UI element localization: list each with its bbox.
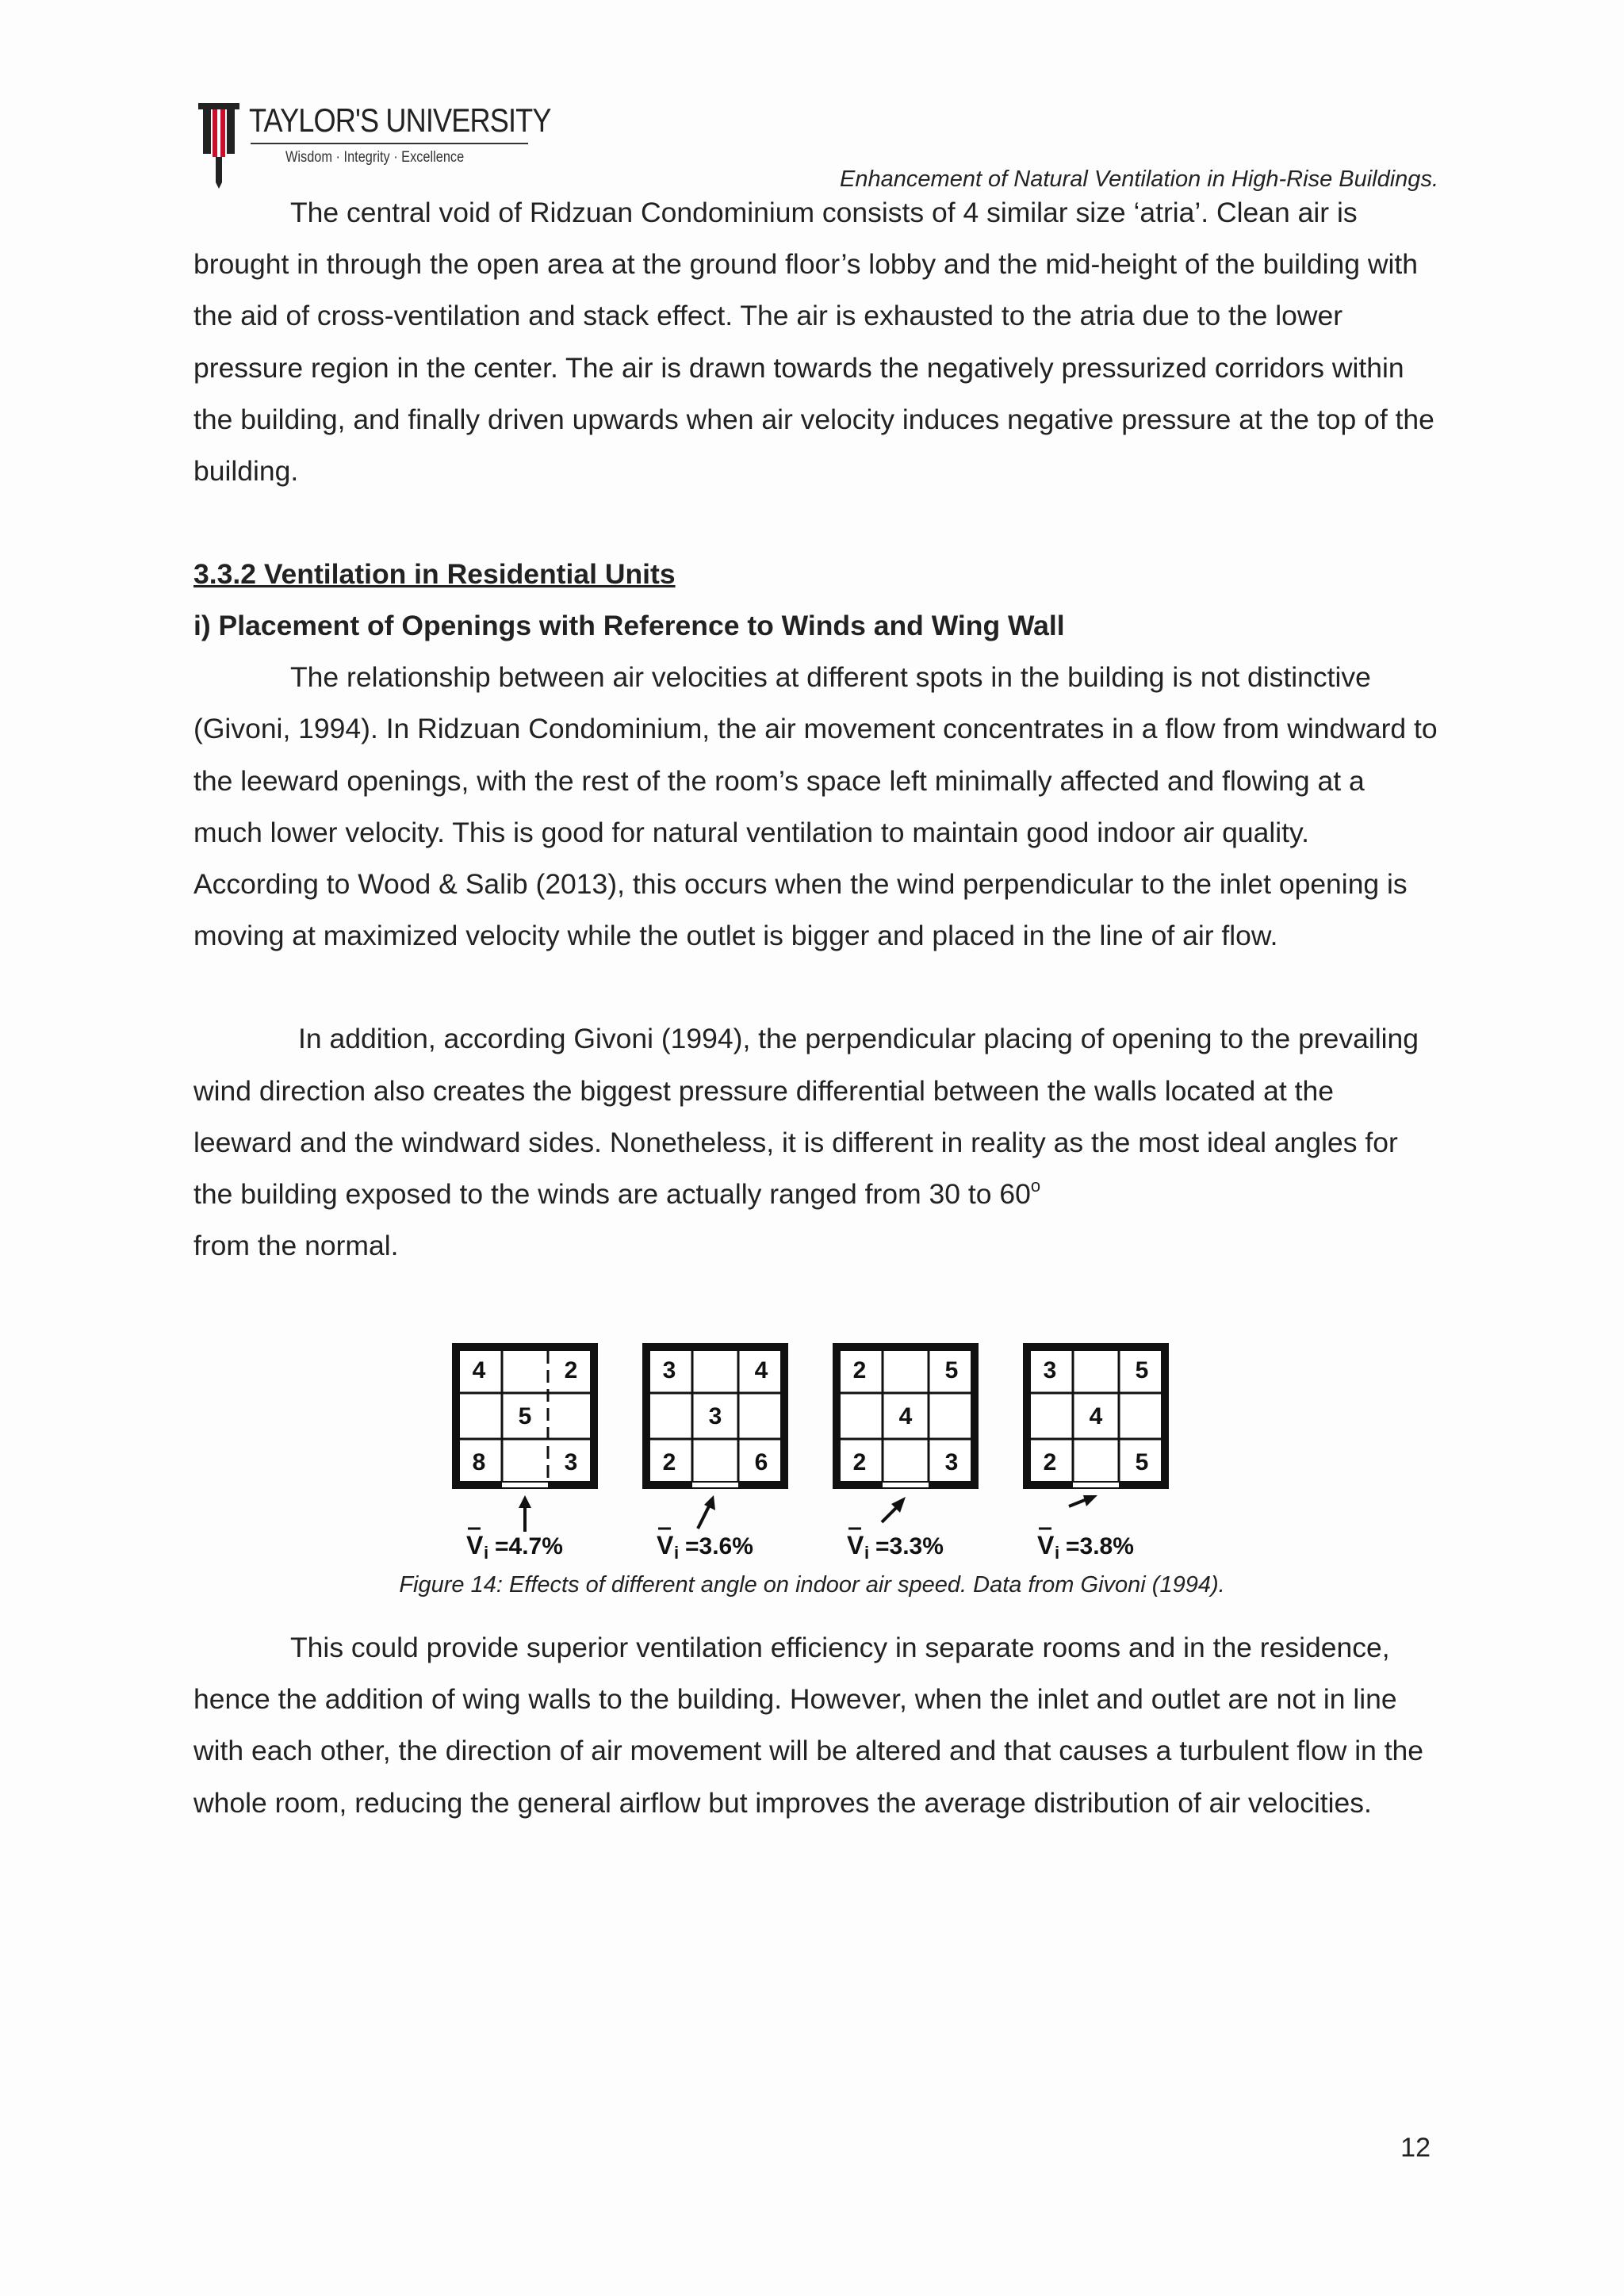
v-val-2: =3.6% bbox=[685, 1533, 753, 1559]
page-number: 12 bbox=[1400, 2133, 1431, 2163]
d4-c0: 3 bbox=[1043, 1357, 1057, 1383]
logo-rule bbox=[251, 143, 528, 144]
d3-c6: 2 bbox=[852, 1449, 867, 1475]
d3-c0: 2 bbox=[852, 1357, 867, 1383]
figure-14-diagrams bbox=[449, 1340, 1178, 1562]
d2-c4: 3 bbox=[708, 1403, 722, 1429]
d3-c4: 4 bbox=[898, 1403, 913, 1429]
velocity-label-2 bbox=[657, 1529, 753, 1562]
paragraph-air-velocities: The relationship between air velocities at different spots in the building is not distinctive (Givoni, 1994). In Ridzuan Condominium, the air movement concentrates in a flow from windward to the leeward openings, with the rest of the room’s space left minimally affected and flowing at a much lower velocity. This is good for natural ventilation to maintain good indoor air quality. According to Wood & Salib (2013), this occurs when the wind perpendicular to the inlet opening is moving at maximized velocity while the outlet is bigger and placed in the line of air flow. bbox=[193, 661, 1438, 952]
v-sym-2: V bbox=[657, 1531, 674, 1559]
v-sym-1: V bbox=[466, 1531, 484, 1559]
paragraph-wing-walls: This could provide superior ventilation efficiency in separate rooms and in the residence, hence the addition of wing walls to the building. However, when the inlet and outlet are not in line with each other, the direction of air movement will be altered and that causes a turbulent flow in the whole room, reducing the general airflow but improves the average distribution of air velocities. bbox=[193, 1632, 1424, 1819]
paragraph-wind-angles-end: from the normal. bbox=[193, 1230, 399, 1262]
v-sub-3: i bbox=[864, 1543, 870, 1562]
paragraph-wind-angles-text: In addition, according Givoni (1994), the perpendicular placing of opening to the prevailing wind direction also creates the biggest pressure differential between the walls located at the leeward and the windward sides. Nonetheless, it is different in reality as the most ideal angles for the building exposed to the winds are actually ranged from 30 to 60 bbox=[193, 1023, 1419, 1211]
d1-c4: 5 bbox=[518, 1403, 532, 1429]
d1-c0: 4 bbox=[472, 1357, 486, 1383]
d2-c2: 4 bbox=[754, 1357, 768, 1383]
v-sub-1: i bbox=[484, 1543, 489, 1562]
logo-emblem-icon bbox=[197, 103, 241, 189]
v-val-3: =3.3% bbox=[875, 1533, 944, 1559]
d4-c2: 5 bbox=[1135, 1357, 1149, 1383]
running-header-title: Enhancement of Natural Ventilation in High-Rise Buildings. bbox=[840, 166, 1438, 192]
d1-c8: 3 bbox=[564, 1449, 578, 1475]
figure-caption: Figure 14: Effects of different angle on indoor air speed. Data from Givoni (1994). bbox=[399, 1572, 1225, 1598]
figure-14-svg bbox=[449, 1340, 1178, 1562]
v-sym-3: V bbox=[847, 1531, 864, 1559]
degree-superscript: o bbox=[1030, 1176, 1041, 1196]
v-sub-4: i bbox=[1055, 1543, 1060, 1562]
paragraph-atria: The central void of Ridzuan Condominium consists of 4 similar size ‘atria’. Clean air is brought in through the open area at the ground floor’s lobby and the mid-height of the building with the aid of cross-ventilation and stack effect. The air is exhausted to the atria due to the lower pressure region in the center. The air is drawn towards the negatively pressurized corridors within the building, and finally driven upwards when air velocity induces negative pressure at the top of the building. bbox=[193, 197, 1434, 488]
d2-c6: 2 bbox=[662, 1449, 676, 1475]
logo-name: TAYLOR'S UNIVERSITY bbox=[249, 101, 551, 139]
d4-c4: 4 bbox=[1089, 1403, 1103, 1429]
v-sub-2: i bbox=[674, 1543, 680, 1562]
d1-c2: 2 bbox=[564, 1357, 578, 1383]
paragraph-wind-angles bbox=[193, 1013, 1438, 1272]
body-text-block-bottom bbox=[193, 1622, 1438, 1829]
d2-c0: 3 bbox=[662, 1357, 676, 1383]
v-val-1: =4.7% bbox=[495, 1533, 563, 1559]
d2-c8: 6 bbox=[754, 1449, 768, 1475]
d4-c6: 2 bbox=[1043, 1449, 1057, 1475]
d3-c2: 5 bbox=[944, 1357, 959, 1383]
logo-tagline: Wisdom · Integrity · Excellence bbox=[285, 149, 465, 166]
velocity-label-1 bbox=[466, 1529, 563, 1562]
body-text-block-top bbox=[193, 187, 1438, 1272]
d3-c8: 3 bbox=[944, 1449, 959, 1475]
velocity-label-4 bbox=[1037, 1529, 1134, 1562]
subsection-heading: i) Placement of Openings with Reference to Winds and Wing Wall bbox=[193, 610, 1065, 642]
v-val-4: =3.8% bbox=[1066, 1533, 1134, 1559]
velocity-label-3 bbox=[847, 1529, 944, 1562]
university-logo bbox=[197, 101, 551, 189]
d4-c8: 5 bbox=[1135, 1449, 1149, 1475]
section-heading: 3.3.2 Ventilation in Residential Units bbox=[193, 558, 676, 591]
d1-c6: 8 bbox=[472, 1449, 486, 1475]
v-sym-4: V bbox=[1037, 1531, 1055, 1559]
